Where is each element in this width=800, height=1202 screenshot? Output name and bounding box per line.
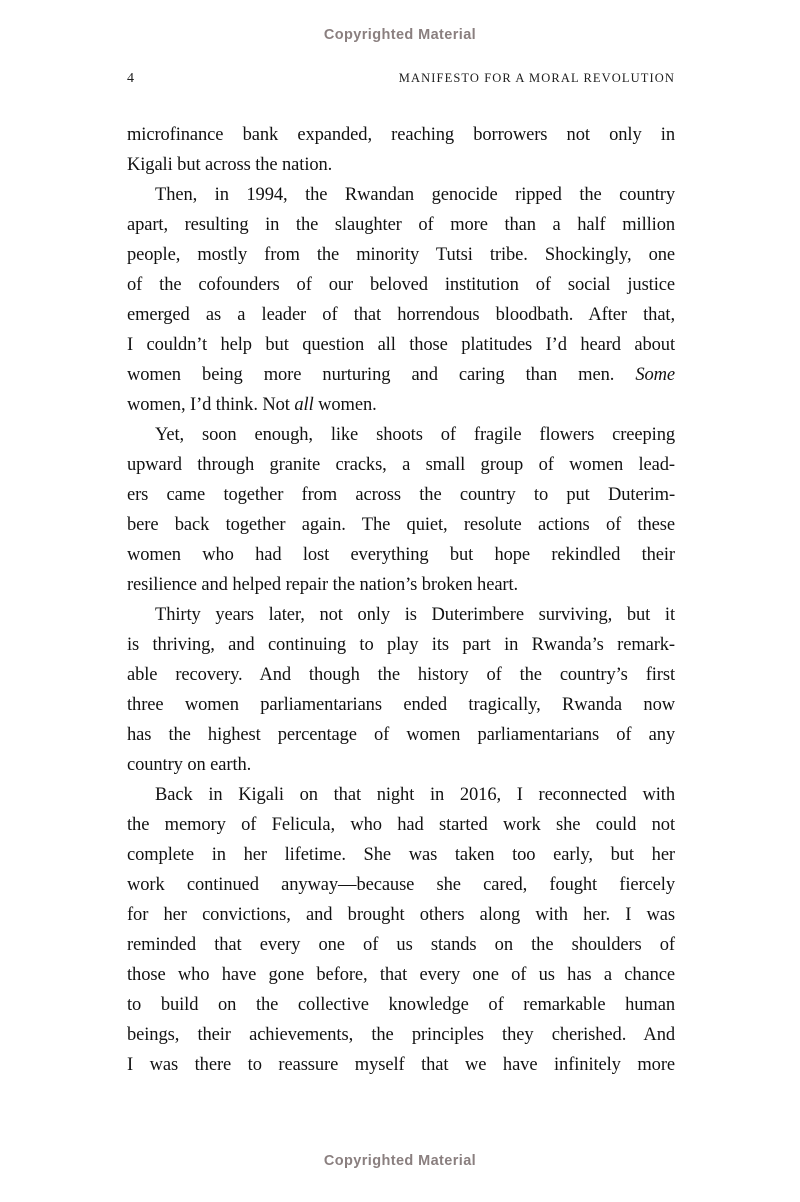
text-segment: to build on the collective knowledge of remarkable human	[127, 995, 675, 1015]
body-text	[127, 120, 675, 1080]
text-line	[127, 240, 675, 270]
text-segment: Thirty years later, not only is Duterimbere surviving, but it	[155, 605, 675, 625]
text-line	[127, 150, 675, 180]
text-line	[127, 630, 675, 660]
text-segment: country on earth.	[127, 755, 252, 775]
text-segment: those who have gone before, that every one of us has a chance	[127, 965, 675, 985]
text-segment: for her convictions, and brought others along with her. I was	[127, 905, 675, 925]
text-segment: women.	[313, 395, 377, 415]
text-segment: apart, resulting in the slaughter of more than a half million	[127, 215, 675, 235]
text-line	[127, 390, 675, 420]
text-segment: the memory of Felicula, who had started work she could not	[127, 815, 675, 835]
text-line	[127, 180, 675, 210]
text-segment: beings, their achievements, the principles they cherished. And	[127, 1025, 675, 1045]
text-line	[127, 780, 675, 810]
text-segment: upward through granite cracks, a small group of women lead-	[127, 455, 675, 475]
text-line	[127, 660, 675, 690]
text-line	[127, 480, 675, 510]
text-segment: Then, in 1994, the Rwandan genocide ripped the country	[155, 185, 675, 205]
text-line	[127, 570, 675, 600]
text-line	[127, 540, 675, 570]
text-line	[127, 210, 675, 240]
text-line	[127, 1050, 675, 1080]
text-segment: complete in her lifetime. She was taken too early, but her	[127, 845, 675, 865]
text-line	[127, 270, 675, 300]
text-line	[127, 690, 675, 720]
copyright-notice-bottom: Copyrighted Material	[323, 1153, 477, 1169]
text-line	[127, 360, 675, 390]
text-segment: bere back together again. The quiet, resolute actions of these	[127, 515, 675, 535]
text-segment: Kigali but across the nation.	[127, 155, 333, 175]
italic-text: Some	[635, 365, 675, 385]
text-line	[127, 450, 675, 480]
text-segment: Yet, soon enough, like shoots of fragile flowers creeping	[155, 425, 675, 445]
text-line	[127, 900, 675, 930]
text-line	[127, 1020, 675, 1050]
running-head-title: MANIFESTO FOR A MORAL REVOLUTION	[398, 71, 675, 85]
text-segment: microfinance bank expanded, reaching borrowers not only in	[127, 125, 675, 145]
text-line	[127, 420, 675, 450]
text-line	[127, 330, 675, 360]
text-line	[127, 990, 675, 1020]
text-line	[127, 840, 675, 870]
text-segment: of the cofounders of our beloved institution of social justice	[127, 275, 675, 295]
text-segment: ers came together from across the country to put Duterim-	[127, 485, 675, 505]
text-segment: women who had lost everything but hope rekindled their	[127, 545, 675, 565]
text-segment: I couldn’t help but question all those platitudes I’d heard about	[127, 335, 675, 355]
text-line	[127, 960, 675, 990]
text-segment: has the highest percentage of women parliamentarians of any	[127, 725, 675, 745]
text-line	[127, 810, 675, 840]
text-segment: women, I’d think. Not	[127, 395, 295, 415]
text-segment: people, mostly from the minority Tutsi tribe. Shockingly, one	[127, 245, 675, 265]
text-segment: women being more nurturing and caring than men.	[127, 365, 636, 385]
text-segment: Back in Kigali on that night in 2016, I reconnected with	[155, 785, 675, 805]
text-line	[127, 930, 675, 960]
text-line	[127, 870, 675, 900]
text-segment: emerged as a leader of that horrendous bloodbath. After that,	[127, 305, 675, 325]
text-segment: resilience and helped repair the nation’s broken heart.	[127, 575, 519, 595]
italic-text: all	[294, 395, 314, 415]
copyright-notice-top: Copyrighted Material	[323, 27, 477, 43]
text-segment: able recovery. And though the history of the country’s first	[127, 665, 675, 685]
text-segment: three women parliamentarians ended tragically, Rwanda now	[127, 695, 675, 715]
running-header	[127, 71, 675, 87]
text-segment: reminded that every one of us stands on the shoulders of	[127, 935, 675, 955]
text-line	[127, 720, 675, 750]
text-segment: I was there to reassure myself that we have infinitely more	[127, 1055, 675, 1075]
text-line	[127, 120, 675, 150]
text-segment: work continued anyway—because she cared, fought fiercely	[127, 875, 675, 895]
page-number: 4	[127, 71, 134, 86]
text-line	[127, 510, 675, 540]
text-line	[127, 300, 675, 330]
text-line	[127, 750, 675, 780]
text-line	[127, 600, 675, 630]
text-segment: is thriving, and continuing to play its part in Rwanda’s remark-	[127, 635, 675, 655]
